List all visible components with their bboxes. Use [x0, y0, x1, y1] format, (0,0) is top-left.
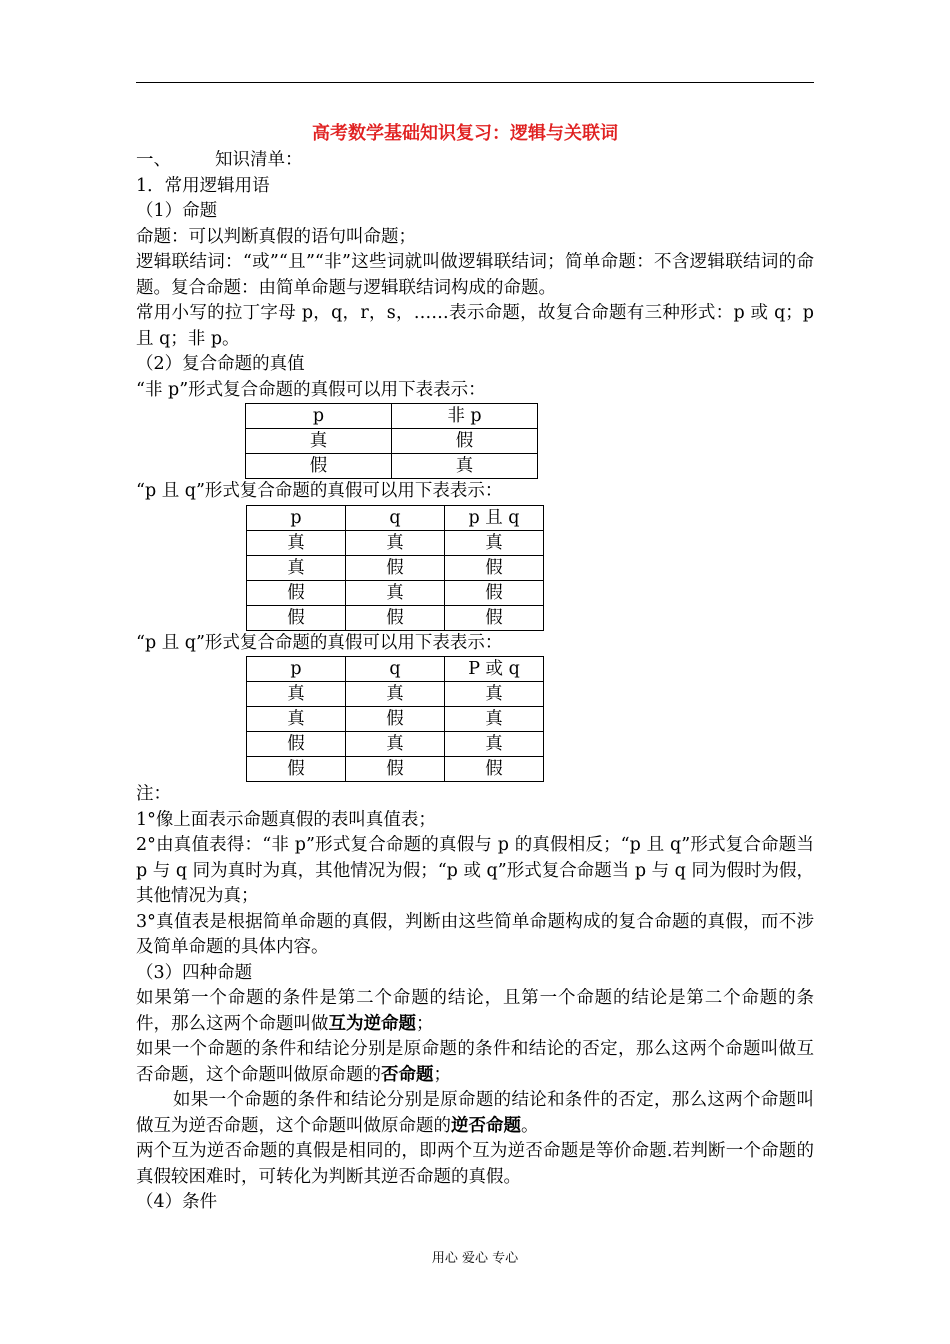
- paragraph-converse: [136, 986, 814, 1037]
- table-cell: 假: [346, 555, 445, 580]
- table-row: [247, 732, 544, 757]
- table-cell: 假: [247, 732, 346, 757]
- table-cell: q: [346, 505, 445, 530]
- table-cell: 假: [392, 429, 538, 454]
- subheading-proposition: （1）命题: [136, 201, 218, 221]
- note-heading: 注：: [136, 784, 171, 804]
- table-cell: 真: [246, 429, 392, 454]
- table-row: [247, 555, 544, 580]
- subheading-four-propositions: （3）四种命题: [136, 962, 253, 983]
- table-cell: 假: [346, 757, 445, 782]
- truth-table-or: [246, 656, 544, 782]
- table-cell: p: [247, 657, 346, 682]
- note-1: 1°像上面表示命题真假的表叫真值表；: [136, 809, 436, 830]
- text-run: 如果一个命题的条件和结论分别是原命题的结论和条件的否定，那么这两个命题叫做互为逆否命题，这个命题叫做原命题的: [136, 1090, 814, 1136]
- paragraph-latin-letters: 常用小写的拉丁字母 p，q，r，s，……表示命题，故复合命题有三种形式：p 或 q；p 且 q；非 p。: [136, 303, 814, 349]
- term-converse: 互为逆命题: [328, 1013, 416, 1034]
- table-cell: 真: [247, 555, 346, 580]
- table-cell: 假: [445, 605, 544, 630]
- section-label: 知识清单：: [215, 150, 303, 170]
- table-row: [247, 682, 544, 707]
- text-run: 如果一个命题的条件和结论分别是原命题的条件和结论的否定，那么这两个命题叫做互否命题，这个命题叫做原命题的: [136, 1039, 814, 1085]
- term-contrapositive: 逆否命题: [451, 1115, 521, 1136]
- text-run: ；: [416, 1013, 434, 1034]
- text-run: 。: [521, 1115, 539, 1136]
- table-cell: 真: [445, 732, 544, 757]
- table-cell: 真: [346, 682, 445, 707]
- table-cell: 假: [445, 555, 544, 580]
- table-cell: 真: [445, 707, 544, 732]
- truth-table-not: [245, 403, 538, 479]
- table-header-row: [247, 657, 544, 682]
- paragraph-contrapositive: [136, 1088, 814, 1139]
- table-cell: 非 p: [392, 404, 538, 429]
- table-row: [246, 429, 538, 454]
- paragraph-proposition-def: 命题：可以判断真假的语句叫命题；: [136, 226, 416, 247]
- table-row: [247, 757, 544, 782]
- paragraph-connectives: 逻辑联结词：“或”“且”“非”这些词就叫做逻辑联结词；简单命题：不含逻辑联结词的命题。复合命题：由简单命题与逻辑联结词构成的命题。: [136, 252, 814, 298]
- subheading-logic-terms: 1．常用逻辑用语: [136, 175, 270, 196]
- table-cell: 真: [247, 530, 346, 555]
- table-row: [247, 530, 544, 555]
- table-cell: p: [247, 505, 346, 530]
- document-title: 高考数学基础知识复习：逻辑与关联词: [312, 123, 618, 144]
- table-cell: 假: [346, 605, 445, 630]
- table-header-row: [247, 505, 544, 530]
- table-cell: p: [246, 404, 392, 429]
- table-cell: 假: [246, 454, 392, 479]
- note-2: 2°由真值表得：“非 p”形式复合命题的真假与 p 的真假相反；“p 且 q”形式复合命题当 p 与 q 同为真时为真，其他情况为假；“p 或 q”形式复合命题当 p 与 q 同为假时为假，其他情况为真；: [136, 835, 814, 906]
- paragraph-inverse: [136, 1037, 814, 1088]
- caption-not-table: “非 p”形式复合命题的真假可以用下表表示：: [136, 379, 486, 400]
- page-footer: 用心 爱心 专心: [431, 1251, 519, 1266]
- table-cell: 真: [346, 732, 445, 757]
- subheading-truth-values: （2）复合命题的真值: [136, 354, 305, 374]
- table-cell: 真: [392, 454, 538, 479]
- caption-or-table: “p 且 q”形式复合命题的真假可以用下表表示：: [136, 632, 503, 653]
- table-cell: 真: [247, 682, 346, 707]
- table-cell: 假: [445, 580, 544, 605]
- table-cell: q: [346, 657, 445, 682]
- table-row: [247, 605, 544, 630]
- subheading-conditions: （4）条件: [136, 1192, 218, 1212]
- table-row: [247, 580, 544, 605]
- table-cell: 假: [445, 757, 544, 782]
- table-cell: 假: [247, 580, 346, 605]
- table-cell: p 且 q: [445, 505, 544, 530]
- header-rule: [136, 82, 814, 83]
- term-inverse: 否命题: [381, 1064, 434, 1085]
- table-row: [246, 454, 538, 479]
- table-cell: 假: [247, 605, 346, 630]
- truth-table-and: [246, 505, 544, 631]
- table-cell: 假: [346, 707, 445, 732]
- table-cell: 假: [247, 757, 346, 782]
- caption-and-table: “p 且 q”形式复合命题的真假可以用下表表示：: [136, 481, 503, 501]
- document-body: [136, 120, 814, 1216]
- table-cell: 真: [346, 580, 445, 605]
- table-header-row: [246, 404, 538, 429]
- text-run: ；: [433, 1064, 451, 1085]
- note-3: 3°真值表是根据简单命题的真假，判断由这些简单命题构成的复合命题的真假，而不涉及简单命题的具体内容。: [136, 911, 814, 957]
- section-heading: [136, 148, 814, 174]
- table-cell: 真: [445, 682, 544, 707]
- table-cell: 真: [445, 530, 544, 555]
- table-row: [247, 707, 544, 732]
- text-run: 如果第一个命题的条件是第二个命题的结论，且第一个命题的结论是第二个命题的条件，那么这两个命题叫做: [136, 988, 814, 1034]
- section-number: 一、: [136, 150, 171, 170]
- table-cell: 真: [247, 707, 346, 732]
- table-cell: P 或 q: [445, 657, 544, 682]
- paragraph-equivalence: 两个互为逆否命题的真假是相同的，即两个互为逆否命题是等价命题.若判断一个命题的真假较困难时，可转化为判断其逆否命题的真假。: [136, 1141, 814, 1187]
- table-cell: 真: [346, 530, 445, 555]
